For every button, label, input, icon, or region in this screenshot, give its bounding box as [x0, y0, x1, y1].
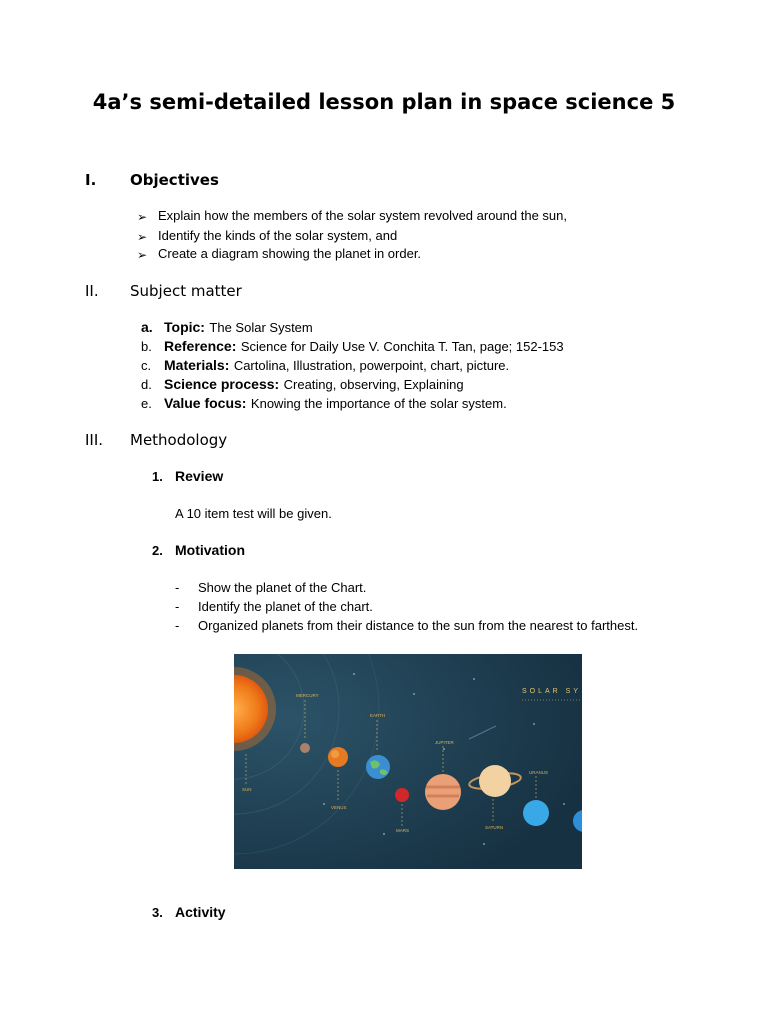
item-label: Materials: — [164, 357, 230, 373]
step-title-review: Review — [175, 468, 224, 484]
section-title-objectives: Objectives — [130, 171, 219, 189]
step-number: 2. — [152, 543, 163, 558]
item-text: Creating, observing, Explaining — [283, 377, 464, 392]
label-earth: EARTH — [370, 713, 386, 718]
item-label: Topic: — [164, 319, 205, 335]
item-letter: d. — [141, 377, 152, 392]
arrow-bullet-icon: ➢ — [137, 210, 148, 224]
objective-text: Identify the kinds of the solar system, and — [158, 228, 398, 243]
section-number-methodology: III. — [85, 431, 104, 449]
arrow-bullet-icon: ➢ — [137, 248, 148, 262]
label-venus: VENUS — [331, 805, 347, 810]
step-number: 3. — [152, 905, 163, 920]
item-label: Science process: — [164, 376, 280, 392]
item-letter: a. — [141, 319, 153, 335]
space-background — [234, 654, 582, 869]
item-label: Value focus: — [164, 395, 247, 411]
subject-item-topic — [141, 319, 313, 337]
item-letter: c. — [141, 358, 152, 373]
item-letter: b. — [141, 339, 152, 354]
subject-item-materials — [141, 357, 510, 375]
label-jupiter: JUPITER — [435, 740, 454, 745]
dash-bullet: - — [175, 599, 180, 614]
mars-icon — [395, 788, 409, 802]
item-letter: e. — [141, 396, 152, 411]
motivation-item — [175, 580, 367, 595]
saturn-icon — [479, 765, 511, 797]
subject-item-value-focus — [141, 395, 507, 413]
item-text: Cartolina, Illustration, powerpoint, chart, picture. — [233, 358, 510, 373]
step-number: 1. — [152, 469, 163, 484]
item-text: Knowing the importance of the solar system. — [250, 396, 507, 411]
label-mars: MARS — [396, 828, 410, 833]
objective-item — [137, 208, 567, 226]
step-title-activity: Activity — [175, 904, 226, 920]
label-saturn: SATURN — [485, 825, 504, 830]
subject-item-reference — [141, 338, 564, 356]
section-title-methodology: Methodology — [130, 431, 228, 449]
objective-text: Create a diagram showing the planet in order. — [158, 246, 422, 261]
section-title-subject-matter: Subject matter — [130, 282, 242, 300]
motivation-item — [175, 618, 639, 633]
motivation-text: Organized planets from their distance to the sun from the nearest to farthest. — [198, 618, 639, 633]
section-number-subject-matter: II. — [85, 282, 99, 300]
motivation-item — [175, 599, 373, 614]
subject-item-science-process — [141, 376, 464, 394]
item-text: Science for Daily Use V. Conchita T. Tan, page; 152-153 — [240, 339, 564, 354]
item-text: The Solar System — [209, 320, 313, 335]
objective-item — [137, 228, 398, 246]
objective-item — [137, 246, 422, 264]
solar-system-image — [234, 654, 582, 869]
motivation-text: Identify the planet of the chart. — [198, 599, 373, 614]
arrow-bullet-icon: ➢ — [137, 230, 148, 244]
venus-icon — [328, 747, 348, 767]
dash-bullet: - — [175, 580, 180, 595]
label-mercury: MERCURY — [296, 693, 319, 698]
step-title-motivation: Motivation — [175, 542, 245, 558]
dash-bullet: - — [175, 618, 180, 633]
uranus-icon — [523, 800, 549, 826]
section-number-objectives: I. — [85, 171, 97, 189]
motivation-text: Show the planet of the Chart. — [198, 580, 367, 595]
label-uranus: URANUS — [529, 770, 549, 775]
objective-text: Explain how the members of the solar system revolved around the sun, — [158, 208, 567, 223]
review-text: A 10 item test will be given. — [175, 506, 332, 521]
label-sun: SUN — [242, 787, 252, 792]
mercury-icon — [300, 743, 310, 753]
item-label: Reference: — [164, 338, 237, 354]
solar-image-heading: SOLAR SY — [522, 688, 582, 695]
jupiter-icon — [425, 774, 461, 810]
page-title: 4a’s semi-detailed lesson plan in space science 5 — [92, 90, 676, 114]
